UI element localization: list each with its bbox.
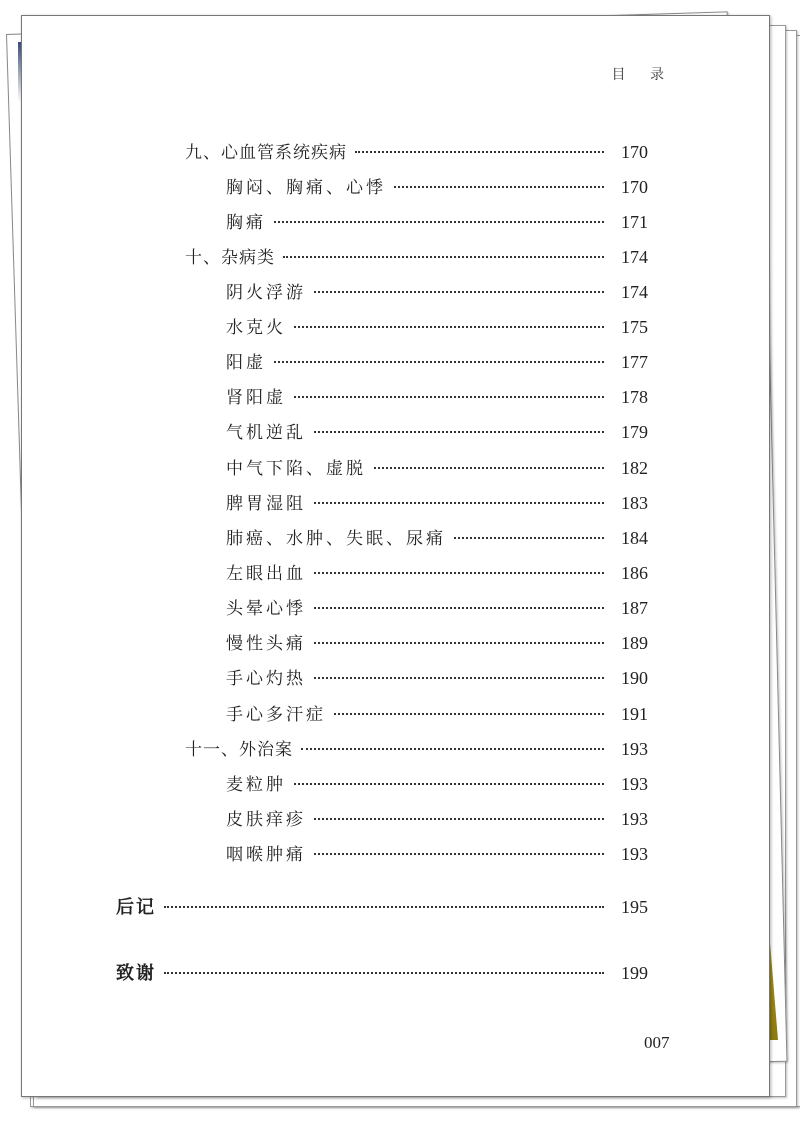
- toc-entry-title: 脾胃湿阻: [226, 494, 306, 513]
- dot-leader: [294, 783, 604, 785]
- toc-entry[interactable]: [226, 385, 648, 409]
- toc-entry-title: 十、杂病类: [185, 248, 275, 268]
- toc-entry[interactable]: [226, 491, 648, 515]
- toc-entry[interactable]: [226, 842, 648, 866]
- toc-entry-title: 手心灼热: [226, 669, 306, 688]
- toc-entry[interactable]: [226, 456, 648, 480]
- toc-entry-page: 175: [621, 317, 648, 337]
- toc-entry-page: 195: [621, 897, 648, 917]
- dot-leader: [374, 467, 604, 469]
- dot-leader: [314, 291, 604, 293]
- toc-entry-page: 189: [621, 633, 648, 653]
- dot-leader: [164, 906, 604, 908]
- toc-entry[interactable]: [226, 596, 648, 620]
- dot-leader: [314, 572, 604, 574]
- toc-entry[interactable]: [226, 702, 648, 726]
- toc-entry[interactable]: [226, 210, 648, 234]
- toc-entry[interactable]: [116, 961, 648, 985]
- toc-entry-title: 气机逆乱: [226, 423, 306, 442]
- toc-entry-page: 174: [621, 282, 648, 302]
- dot-leader: [314, 502, 604, 504]
- toc-entry-page: 170: [621, 142, 648, 162]
- toc-entry-title: 皮肤痒疹: [226, 810, 306, 829]
- toc-entry-page: 178: [621, 387, 648, 407]
- dot-leader: [164, 972, 604, 974]
- toc-entry-page: 199: [621, 963, 648, 983]
- toc-entry-title: 麦粒肿: [226, 775, 286, 794]
- dot-leader: [314, 818, 604, 820]
- toc-entry-page: 193: [621, 739, 648, 759]
- toc-entry[interactable]: [226, 807, 648, 831]
- toc-entry[interactable]: [185, 737, 648, 761]
- toc-entry-title: 后记: [116, 897, 156, 918]
- toc-entry-title: 肾阳虚: [226, 388, 286, 407]
- toc-entry-page: 193: [621, 809, 648, 829]
- toc-entry-title: 咽喉肿痛: [226, 845, 306, 864]
- dot-leader: [355, 151, 604, 153]
- toc-entry-title: 胸痛: [226, 213, 266, 232]
- toc-entry-page: 193: [621, 774, 648, 794]
- toc-entry[interactable]: [226, 666, 648, 690]
- toc-entry-title: 左眼出血: [226, 564, 306, 583]
- toc-entry-page: 179: [621, 422, 648, 442]
- toc-entry[interactable]: [226, 526, 648, 550]
- dot-leader: [274, 221, 604, 223]
- toc-entry-page: 174: [621, 247, 648, 267]
- toc-entry-page: 187: [621, 598, 648, 618]
- dot-leader: [301, 748, 604, 750]
- toc-entry[interactable]: [226, 175, 648, 199]
- page-number: 007: [644, 1033, 670, 1052]
- dot-leader: [334, 713, 604, 715]
- toc-entry-page: 190: [621, 668, 648, 688]
- dot-leader: [314, 853, 604, 855]
- toc-entry-page: 170: [621, 177, 648, 197]
- toc-entry-page: 191: [621, 704, 648, 724]
- dot-leader: [314, 677, 604, 679]
- dot-leader: [314, 607, 604, 609]
- toc-entry[interactable]: [226, 772, 648, 796]
- dot-leader: [314, 642, 604, 644]
- toc-entry-title: 阳虚: [226, 353, 266, 372]
- toc-entry[interactable]: [185, 245, 648, 269]
- toc-entry-title: 中气下陷、虚脱: [226, 459, 366, 478]
- toc-entry-page: 182: [621, 458, 648, 478]
- toc-entry[interactable]: [226, 280, 648, 304]
- dot-leader: [283, 256, 604, 258]
- toc-entry[interactable]: [226, 631, 648, 655]
- toc-entry-title: 九、心血管系统疾病: [185, 143, 347, 163]
- toc-entry[interactable]: [226, 315, 648, 339]
- toc-entry[interactable]: [226, 561, 648, 585]
- toc-entry-title: 十一、外治案: [185, 740, 293, 760]
- toc-entry-title: 手心多汗症: [226, 705, 326, 724]
- toc-entry-page: 184: [621, 528, 648, 548]
- dot-leader: [394, 186, 604, 188]
- toc-entry-page: 177: [621, 352, 648, 372]
- toc-entry-title: 肺癌、水肿、失眠、尿痛: [226, 529, 446, 548]
- toc-entry-title: 慢性头痛: [226, 634, 306, 653]
- toc-entry[interactable]: [185, 140, 648, 164]
- toc-entry[interactable]: [226, 420, 648, 444]
- toc-entry-page: 171: [621, 212, 648, 232]
- page-header: 目 录: [611, 67, 674, 83]
- toc-entry-page: 183: [621, 493, 648, 513]
- toc-page: [21, 15, 770, 1097]
- toc-entry-title: 胸闷、胸痛、心悸: [226, 178, 386, 197]
- toc-entry-title: 致谢: [116, 963, 156, 984]
- dot-leader: [314, 431, 604, 433]
- toc-entry-page: 193: [621, 844, 648, 864]
- dot-leader: [454, 537, 604, 539]
- dot-leader: [294, 326, 604, 328]
- toc-entry-page: 186: [621, 563, 648, 583]
- toc-entry[interactable]: [226, 350, 648, 374]
- toc-entry[interactable]: [116, 895, 648, 919]
- dot-leader: [274, 361, 604, 363]
- toc-entry-title: 阴火浮游: [226, 283, 306, 302]
- toc-entry-title: 头晕心悸: [226, 599, 306, 618]
- dot-leader: [294, 396, 604, 398]
- toc-entry-title: 水克火: [226, 318, 286, 337]
